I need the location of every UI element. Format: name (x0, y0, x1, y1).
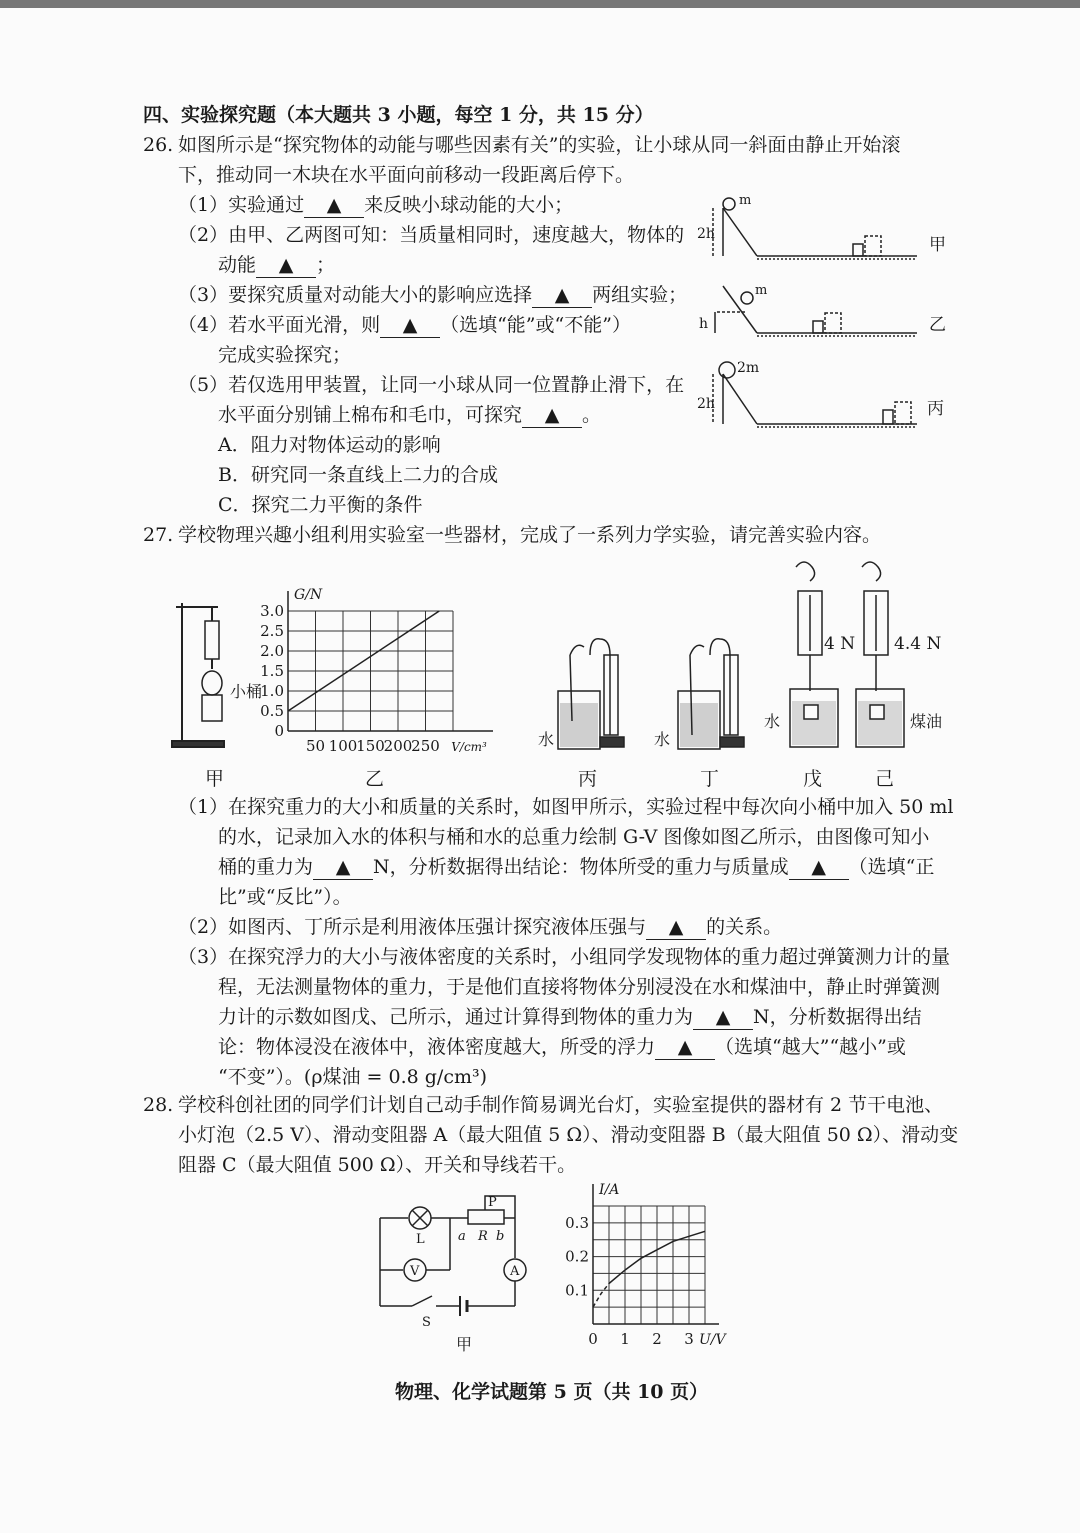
q27-fig-label-wu: 戊 (803, 768, 823, 790)
q26-part2-line2 (218, 253, 335, 278)
fig-jia-height: 2h (697, 226, 715, 242)
y-tick-label: 1.0 (260, 682, 284, 700)
q27-part1-line3 (218, 855, 934, 880)
y-axis-label: G/N (294, 587, 323, 603)
reading-ji: 4.4 N (894, 634, 942, 654)
q26-part2-text: 动能 (218, 254, 257, 276)
fig-yi-height: h (699, 316, 709, 332)
bucket-label: 小桶 (230, 682, 263, 701)
section-title: 四、实验探究题（本大题共 3 小题，每空 1 分，共 15 分） (143, 104, 654, 126)
slider-label: P (488, 1195, 497, 1210)
series-line (288, 611, 439, 711)
q28-circuit (370, 1188, 540, 1358)
q26-stem-line2: 下，推动同一木块在水平面向前移动一段距离后停下。 (178, 164, 635, 186)
answer-blank[interactable]: ▲ (313, 855, 373, 880)
y-tick-label: 3.0 (260, 602, 284, 620)
y-tick-label: 1.5 (260, 662, 284, 680)
x-tick-label: 1 (620, 1330, 630, 1348)
q27-part1-line4: 比”或“反比”）。 (218, 886, 352, 908)
q26-part4-text: （4）若水平面光滑，则 (178, 314, 381, 336)
y-tick-label: 0.3 (565, 1213, 589, 1232)
x-tick-label: 3 (684, 1330, 694, 1348)
q27-number: 27. (143, 524, 174, 546)
resistor-label: R (478, 1229, 488, 1244)
fig-jia-label: 甲 (929, 235, 946, 255)
q27-fig-label-bing: 丙 (578, 768, 598, 790)
q26-part2-line1: （2）由甲、乙两图可知：当质量相同时，速度越大，物体的 (178, 224, 685, 246)
figure-yi-incline (715, 286, 917, 336)
fig-yi-label: 乙 (929, 315, 946, 335)
x-axis-label: U/V (699, 1332, 726, 1348)
ammeter-label: A (510, 1264, 520, 1279)
q27-spring-scales (758, 555, 953, 755)
y-tick-label: 2.0 (260, 642, 284, 660)
x-axis-label: V/cm³ (451, 740, 487, 754)
water-label-wu: 水 (764, 712, 781, 731)
q26-number: 26. (143, 134, 174, 156)
q27-part2-text2: 的关系。 (706, 916, 783, 938)
q26-part5-line2 (218, 403, 601, 428)
x-tick-label: 200 (383, 737, 413, 755)
scale-ji (856, 562, 904, 747)
rheostat-icon (468, 1210, 504, 1224)
q27-part3-line5: “不变”）。(ρ煤油 = 0.8 g/cm³) (218, 1066, 488, 1088)
q26-option-a[interactable]: A．阻力对物体运动的影响 (218, 434, 441, 456)
y-tick-label: 0.1 (565, 1281, 589, 1300)
q26-part3 (178, 283, 687, 308)
y-tick-label: 2.5 (260, 622, 284, 640)
q27-part2-text: （2）如图丙、丁所示是利用液体压强计探究液体压强与 (178, 916, 647, 938)
kerosene-label-ji: 煤油 (910, 712, 943, 731)
q28-iu-chart (555, 1178, 755, 1356)
fig-jia-mass: m (739, 193, 752, 208)
q26-part3-text2: 两组实验； (592, 284, 688, 306)
q28-number: 28. (143, 1094, 174, 1116)
q27-part3-text: 力计的示数如图戊、己所示，通过计算得到物体的重力为 (218, 1006, 694, 1028)
end-a-label: a (458, 1229, 466, 1244)
q26-part1-text2: 来反映小球动能的大小； (364, 194, 574, 216)
q26-part4-text2: （选填“能”或“不能”） (440, 314, 631, 336)
answer-blank[interactable]: ▲ (693, 1005, 753, 1030)
switch-label: S (422, 1315, 431, 1330)
q27-part1-line1: （1）在探究重力的大小和质量的关系时，如图甲所示，实验过程中每次向小桶中加入 50 ml (178, 796, 954, 818)
x-tick-label: 100 (328, 737, 358, 755)
q26-part4-line1 (178, 313, 631, 338)
gauge-ding (678, 639, 744, 749)
page-footer: 物理、化学试题第 5 页（共 10 页） (395, 1381, 709, 1403)
q27-part1-line2: 的水，记录加入水的体积与桶和水的总重力绘制 G-V 图像如图乙所示，由图像可知小 (218, 826, 930, 848)
q27-fig-label-jia: 甲 (205, 768, 225, 790)
switch-icon (412, 1296, 432, 1306)
q26-incline-figures (695, 188, 955, 438)
x-tick-label: 2 (652, 1330, 662, 1348)
y-axis-label: I/A (599, 1182, 620, 1198)
voltmeter-label: V (410, 1264, 420, 1279)
q27-part3-line1: （3）在探究浮力的大小与液体密度的关系时，小组同学发现物体的重力超过弹簧测力计的量 (178, 946, 951, 968)
q28-stem-line3: 阻器 C（最大阻值 500 Ω）、开关和导线若干。 (178, 1154, 577, 1176)
q26-part1-text: （1）实验通过 (178, 194, 305, 216)
reading-wu: 4 N (824, 634, 856, 654)
x-tick-label: 250 (411, 737, 440, 755)
q27-part1-text3: （选填“正 (848, 856, 935, 878)
q26-part3-text: （3）要探究质量对动能大小的影响应选择 (178, 284, 533, 306)
q26-stem-line1: 如图所示是“探究物体的动能与哪些因素有关”的实验，让小球从同一斜面由静止开始滚 (178, 134, 901, 156)
answer-blank[interactable]: ▲ (256, 253, 316, 278)
q26-option-c[interactable]: C．探究二力平衡的条件 (218, 494, 423, 516)
q26-option-b[interactable]: B．研究同一条直线上二力的合成 (218, 464, 498, 486)
answer-blank[interactable]: ▲ (522, 403, 582, 428)
top-bar (0, 0, 1080, 8)
q27-stem: 学校物理兴趣小组利用实验室一些器材，完成了一系列力学实验，请完善实验内容。 (178, 524, 882, 546)
end-b-label: b (496, 1229, 505, 1244)
fig-bing-mass: 2m (737, 360, 760, 376)
q27-part1-text2: N，分析数据得出结论：物体所受的重力与质量成 (373, 856, 789, 878)
q27-pressure-gauges (530, 625, 760, 755)
q27-part3-line4 (218, 1035, 906, 1060)
scale-wu (790, 562, 838, 747)
series-line-dashed (593, 1284, 609, 1308)
water-label-ding: 水 (654, 730, 671, 749)
q27-fig-label-yi: 乙 (365, 768, 385, 790)
x-tick-label: 0 (588, 1330, 598, 1348)
answer-blank[interactable]: ▲ (789, 855, 849, 880)
answer-blank[interactable]: ▲ (380, 313, 440, 338)
x-tick-label: 150 (356, 737, 385, 755)
q26-part5-line1: （5）若仅选用甲装置，让同一小球从同一位置静止滑下，在 (178, 374, 685, 396)
q27-part1-text: 桶的重力为 (218, 856, 314, 878)
q26-part2-end: ； (316, 254, 336, 276)
q27-part3-text2: N，分析数据得出结 (753, 1006, 922, 1028)
answer-blank[interactable]: ▲ (655, 1035, 715, 1060)
q26-part5-text: 水平面分别铺上棉布和毛巾，可探究 (218, 404, 523, 426)
q27-part3-text3: 论：物体浸没在液体中，液体密度越大，所受的浮力 (218, 1036, 656, 1058)
lamp-label: L (416, 1232, 425, 1247)
water-label-bing: 水 (538, 730, 555, 749)
fig-bing-label: 丙 (927, 399, 944, 419)
q27-fig-jia-stand (168, 595, 263, 755)
answer-blank[interactable]: ▲ (304, 193, 364, 218)
q28-stem-line1: 学校科创社团的同学们计划自己动手制作简易调光台灯，实验室提供的器材有 2 节干电池、 (178, 1094, 944, 1116)
q27-fig-label-ding: 丁 (700, 768, 720, 790)
q27-gv-chart (260, 585, 522, 755)
x-tick-label: 50 (305, 737, 326, 755)
q27-part3-text4: （选填“越大”“越小”或 (715, 1036, 906, 1058)
q27-part2 (178, 915, 782, 940)
q28-stem-line2: 小灯泡（2.5 V）、滑动变阻器 A（最大阻值 5 Ω）、滑动变阻器 B（最大阻值 50 Ω）、滑动变 (178, 1124, 959, 1146)
gauge-bing (558, 639, 624, 749)
y-tick-label: 0 (274, 722, 284, 740)
q26-part5-end: 。 (582, 404, 602, 426)
answer-blank[interactable]: ▲ (646, 915, 706, 940)
fig-bing-height: 2h (697, 396, 715, 412)
answer-blank[interactable]: ▲ (532, 283, 592, 308)
q26-part1 (178, 193, 573, 218)
q27-part3-line3 (218, 1005, 922, 1030)
y-tick-label: 0.2 (565, 1247, 589, 1266)
q27-fig-label-ji: 己 (875, 768, 895, 790)
fig-yi-mass: m (755, 283, 768, 298)
circuit-fig-label: 甲 (456, 1335, 473, 1354)
q27-part3-line2: 程，无法测量物体的重力，于是他们直接将物体分别浸没在水和煤油中，静止时弹簧测 (218, 976, 941, 998)
y-tick-label: 0.5 (260, 702, 284, 720)
q26-part4-line2: 完成实验探究； (218, 344, 352, 366)
